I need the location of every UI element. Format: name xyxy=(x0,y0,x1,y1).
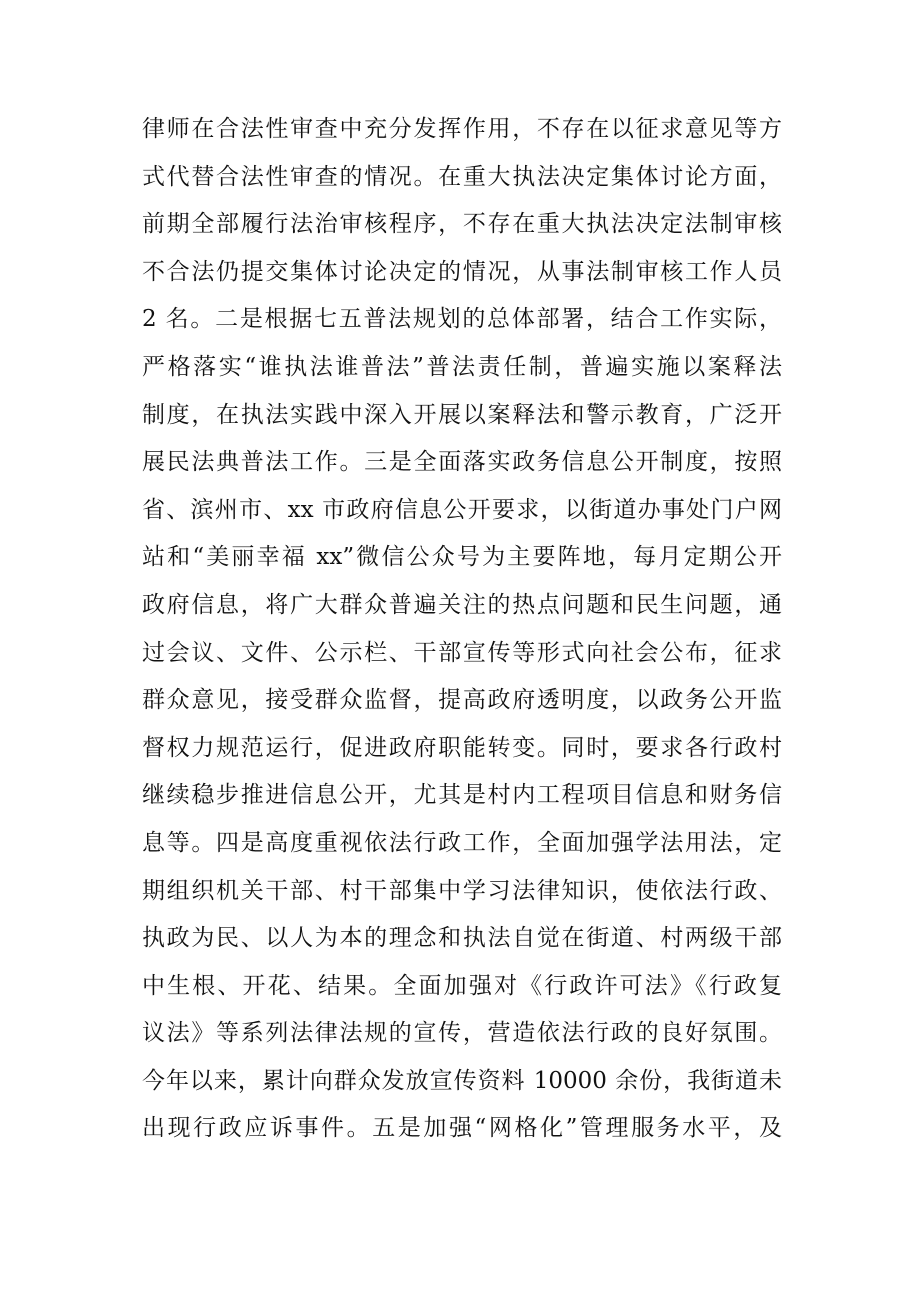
text-line: 展民法典普法工作。三是全面落实政务信息公开制度，按照 xyxy=(142,449,782,476)
text-line: 出现行政应诉事件。五是加强“网格化”管理服务水平，及 xyxy=(142,1115,782,1142)
text-line: 今年以来，累计向群众发放宣传资料 10000 余份，我街道未 xyxy=(142,1067,782,1094)
text-line: 省、滨州市、xx 市政府信息公开要求，以街道办事处门户网 xyxy=(142,496,782,523)
text-line: 式代替合法性审查的情况。在重大执法决定集体讨论方面， xyxy=(142,163,782,190)
text-line: 期组织机关干部、村干部集中学习法律知识，使依法行政、 xyxy=(142,877,782,904)
text-line: 不合法仍提交集体讨论决定的情况，从事法制审核工作人员 xyxy=(142,258,782,285)
text-line: 过会议、文件、公示栏、干部宣传等形式向社会公布，征求 xyxy=(142,639,782,666)
text-line: 制度，在执法实践中深入开展以案释法和警示教育，广泛开 xyxy=(142,401,782,428)
text-line: 律师在合法性审查中充分发挥作用，不存在以征求意见等方 xyxy=(142,116,782,142)
text-line: 群众意见，接受群众监督，提高政府透明度，以政务公开监 xyxy=(142,687,782,714)
text-line: 前期全部履行法治审核程序，不存在重大执法决定法制审核 xyxy=(142,211,782,238)
text-line: 站和“美丽幸福 xx”微信公众号为主要阵地，每月定期公开 xyxy=(142,544,782,571)
body-text xyxy=(142,106,782,1153)
text-line: 继续稳步推进信息公开，尤其是村内工程项目信息和财务信 xyxy=(142,782,782,809)
text-line: 政府信息，将广大群众普遍关注的热点问题和民生问题，通 xyxy=(142,591,782,618)
text-line: 2 名。二是根据七五普法规划的总体部署，结合工作实际， xyxy=(142,306,782,333)
text-line: 严格落实“谁执法谁普法”普法责任制，普遍实施以案释法 xyxy=(142,353,782,380)
text-line: 执政为民、以人为本的理念和执法自觉在街道、村两级干部 xyxy=(142,925,782,952)
text-line: 息等。四是高度重视依法行政工作，全面加强学法用法，定 xyxy=(142,829,782,856)
text-line: 议法》等系列法律法规的宣传，营造依法行政的良好氛围。 xyxy=(142,1020,782,1047)
text-line: 督权力规范运行，促进政府职能转变。同时，要求各行政村 xyxy=(142,734,782,761)
text-line: 中生根、开花、结果。全面加强对《行政许可法》《行政复 xyxy=(142,972,782,999)
